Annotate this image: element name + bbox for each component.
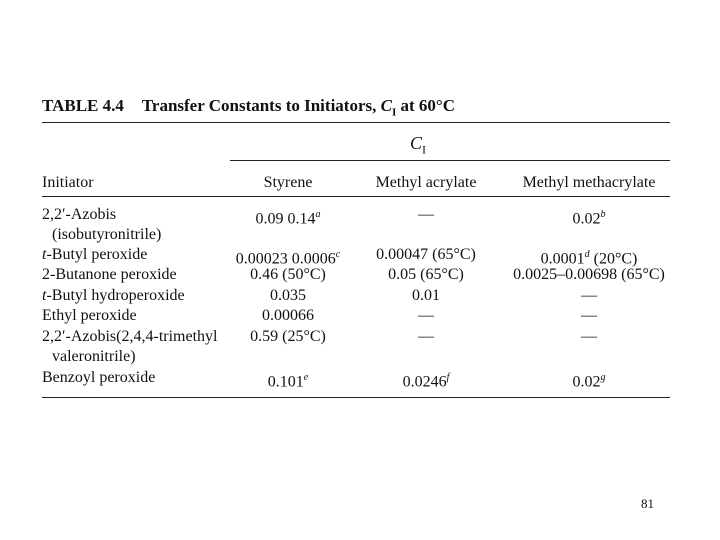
cell-value: 0.00066 [262, 307, 314, 324]
table-bottom-rule [42, 397, 670, 398]
cell-value: — [418, 328, 434, 345]
header-bottom-rule [42, 196, 670, 197]
cell-methyl-methacrylate [500, 327, 678, 347]
cell-styrene [218, 368, 358, 392]
cell-value: — [418, 206, 434, 223]
initiator-name: -Butyl hydroperoxide [46, 287, 185, 304]
initiator-prefix: t [42, 287, 47, 304]
cell-value: 0.02 [572, 373, 601, 391]
cell-methyl-acrylate [362, 245, 490, 265]
cell-methyl-acrylate [362, 368, 490, 392]
cell-methyl-acrylate [362, 327, 490, 347]
cell-methyl-methacrylate [500, 306, 678, 326]
column-header-styrene: Styrene [263, 174, 313, 191]
cell-value: 0.09 0.14 [255, 210, 316, 228]
cell-methyl-methacrylate [500, 286, 678, 306]
cell-value: 0.101 [267, 373, 304, 391]
cell-styrene [218, 327, 358, 347]
cell-value: 0.02 [572, 210, 601, 228]
group-header-rule [230, 160, 670, 161]
cell-value: — [581, 287, 597, 304]
cell-methyl-acrylate [362, 265, 490, 285]
cell-styrene [218, 306, 358, 326]
table-title-suffix: at 60°C [400, 96, 455, 115]
cell-initiator [42, 205, 116, 225]
cell-value: 0.05 (65°C) [388, 266, 464, 283]
initiator-name: 2-Butanone peroxide [42, 266, 177, 283]
footnote-marker: a [315, 209, 321, 220]
cell-methyl-acrylate [362, 205, 490, 225]
table-caption [42, 96, 682, 118]
cell-value: — [581, 307, 597, 324]
cell-methyl-acrylate [362, 286, 490, 306]
initiator-prefix: t [42, 246, 47, 263]
cell-initiator [42, 245, 147, 265]
initiator-name: 2,2′-Azobis(2,4,4-trimethyl [42, 328, 218, 345]
cell-value: 0.0001 [540, 250, 585, 268]
cell-value: 0.035 [270, 287, 306, 304]
cell-methyl-acrylate [362, 306, 490, 326]
cell-initiator [42, 306, 137, 326]
cell-initiator-continuation: (isobutyronitrile) [52, 226, 162, 243]
cell-value: 0.46 (50°C) [250, 266, 326, 283]
footnote-marker: c [335, 249, 341, 260]
cell-value: 0.00023 0.0006 [235, 250, 336, 268]
cell-value: — [418, 307, 434, 324]
initiator-name: Ethyl peroxide [42, 307, 137, 324]
footnote-marker: e [303, 372, 309, 383]
cell-initiator [42, 368, 155, 388]
cell-initiator [42, 286, 185, 306]
initiator-name: -Butyl peroxide [46, 246, 148, 263]
cell-initiator [42, 265, 177, 285]
cell-initiator-continuation: valeronitrile) [52, 348, 136, 365]
table-top-rule [42, 122, 670, 123]
table-title-symbol-sub: I [391, 106, 397, 119]
table-label: TABLE 4.4 [42, 96, 124, 115]
group-header-symbol: C [410, 133, 423, 153]
cell-value: 0.01 [412, 287, 440, 304]
cell-value-suffix: (20°C) [589, 250, 638, 268]
table-title-symbol: C [380, 96, 392, 115]
footnote-marker: b [600, 209, 606, 220]
table-title-prefix: Transfer Constants to Initiators, [141, 96, 377, 115]
cell-methyl-methacrylate [500, 368, 678, 392]
cell-styrene [218, 205, 358, 229]
initiator-name: Benzoyl peroxide [42, 369, 156, 386]
group-header-sub: I [422, 142, 427, 157]
footnote-marker: g [600, 372, 606, 383]
cell-initiator [42, 327, 217, 347]
cell-styrene [218, 286, 358, 306]
cell-value: 0.0246 [402, 373, 447, 391]
footnote-marker: d [584, 249, 590, 260]
cell-methyl-methacrylate [500, 265, 678, 285]
footnote-marker: f [446, 372, 450, 383]
cell-value: 0.00047 (65°C) [376, 246, 476, 263]
initiator-name: 2,2′-Azobis [42, 206, 117, 223]
cell-value: 0.0025–0.00698 (65°C) [513, 266, 665, 283]
cell-methyl-methacrylate [500, 205, 678, 229]
cell-styrene [218, 265, 358, 285]
column-header-methyl-methacrylate: Methyl methacrylate [522, 174, 656, 191]
column-header-initiator: Initiator [42, 174, 94, 191]
page-number: 81 [641, 496, 654, 511]
cell-value: — [581, 328, 597, 345]
column-group-header [410, 133, 470, 158]
column-header-methyl-acrylate: Methyl acrylate [375, 174, 477, 191]
cell-value: 0.59 (25°C) [250, 328, 326, 345]
